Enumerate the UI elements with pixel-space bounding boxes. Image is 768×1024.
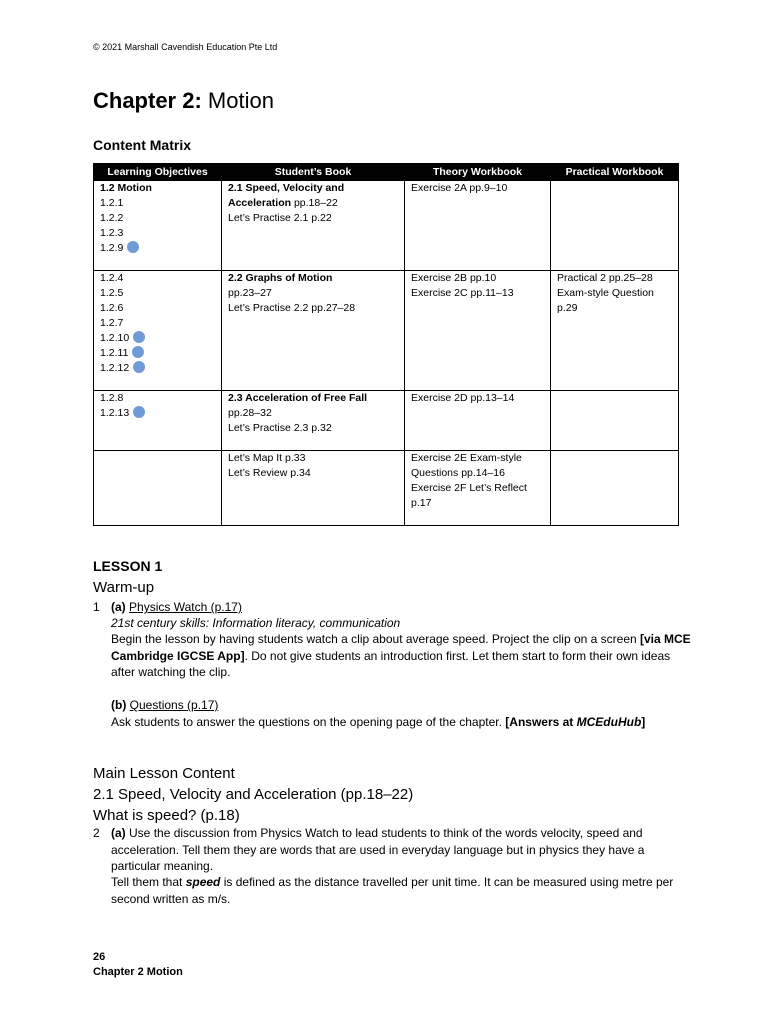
text-bold-italic-segment: MCEduHub (576, 715, 642, 729)
physics-watch-link[interactable]: Physics Watch (p.17) (129, 600, 242, 614)
table-row (94, 451, 679, 526)
cell-theory-workbook (405, 181, 551, 271)
cell-practical-workbook (551, 451, 679, 526)
objective-code: 1.2.12 (100, 362, 130, 374)
book-reference (228, 271, 398, 286)
skills-line: 21st century skills: Information literacy, communication (111, 616, 401, 630)
book-reference (228, 211, 398, 226)
book-pages: Let’s Practise 2.1 p.22 (228, 212, 332, 224)
book-reference (228, 406, 398, 421)
text-segment: is defined as the distance travelled per unit time. It can be measured using metre per second written as m/s. (111, 875, 674, 906)
chapter-title (93, 88, 274, 114)
objective-code: 1.2.1 (100, 197, 124, 209)
text-bold-segment: [Answers at (505, 715, 577, 729)
table-row (94, 271, 679, 391)
objective-item (100, 406, 215, 421)
circle-marker-icon (133, 406, 145, 418)
theory-entry: Exercise 2F Let’s Reflect (411, 482, 527, 494)
page-number: 26 (93, 951, 106, 963)
chapter-label: Chapter 2: (93, 88, 202, 113)
content-matrix-table (93, 163, 679, 526)
item1-b-text (111, 714, 691, 731)
objective-code: 1.2.10 (100, 332, 130, 344)
objective-item (100, 316, 215, 331)
item-label: (a) (111, 600, 126, 614)
book-pages: Let’s Practise 2.2 pp.27–28 (228, 302, 356, 314)
book-reference (228, 286, 398, 301)
text-bold-segment: ] (641, 715, 646, 729)
theory-entry: Exercise 2A pp.9–10 (411, 182, 508, 194)
theory-entry: p.17 (411, 497, 432, 509)
theory-entry: Exercise 2C pp.11–13 (411, 287, 514, 299)
header-theory-workbook: Theory Workbook (405, 164, 551, 181)
text-bold-segment: [via MCE Cambridge IGCSE App] (111, 632, 691, 663)
header-learning-objectives: Learning Objectives (94, 164, 222, 181)
cell-learning-objectives (94, 271, 222, 391)
item1-a (111, 599, 691, 616)
book-reference (228, 451, 398, 466)
book-section-title: Acceleration (228, 197, 292, 209)
cell-practical-workbook (551, 271, 679, 391)
book-pages: pp.18–22 (291, 197, 338, 209)
cell-practical-workbook (551, 391, 679, 451)
cell-learning-objectives (94, 391, 222, 451)
theory-entry: Questions pp.14–16 (411, 467, 505, 479)
table-header-row (94, 164, 679, 181)
objective-code: 1.2.4 (100, 272, 124, 284)
book-section-title: 2.2 Graphs of Motion (228, 272, 333, 284)
objective-code: 1.2.5 (100, 287, 124, 299)
practical-entry: p.29 (557, 302, 578, 314)
book-reference (228, 301, 398, 316)
objective-item (100, 241, 215, 256)
table-row (94, 391, 679, 451)
header-practical-workbook: Practical Workbook (551, 164, 679, 181)
book-section-title: 2.3 Acceleration of Free Fall (228, 392, 368, 404)
book-pages: pp.23–27 (228, 287, 272, 299)
cell-learning-objectives (94, 181, 222, 271)
book-reference (228, 196, 398, 211)
chapter-name: Motion (207, 88, 274, 113)
book-reference (228, 181, 398, 196)
theory-entry: Exercise 2B pp.10 (411, 272, 497, 284)
objective-code: 1.2.13 (100, 407, 130, 419)
objective-item (100, 181, 215, 196)
theory-entry: Exercise 2E Exam-style (411, 452, 522, 464)
cell-students-book (222, 271, 405, 391)
footer-chapter: Chapter 2 Motion (93, 966, 183, 978)
objective-item (100, 196, 215, 211)
cell-students-book (222, 391, 405, 451)
text-segment: Ask students to answer the questions on the opening page of the chapter. (111, 715, 506, 729)
book-pages: Let’s Practise 2.3 p.32 (228, 422, 332, 434)
content-matrix-heading: Content Matrix (93, 137, 191, 153)
book-reference (228, 391, 398, 406)
circle-marker-icon (127, 241, 139, 253)
header-students-book: Student’s Book (222, 164, 405, 181)
term-speed: speed (185, 875, 221, 889)
cell-students-book (222, 181, 405, 271)
questions-link[interactable]: Questions (p.17) (129, 698, 219, 712)
item-number: 1 (93, 600, 100, 614)
book-pages: Let’s Map It p.33 (228, 452, 306, 464)
item2-a-text (111, 825, 691, 875)
objective-code: 1.2.6 (100, 302, 124, 314)
practical-entry: Exam-style Question (557, 287, 654, 299)
cell-students-book (222, 451, 405, 526)
book-reference (228, 466, 398, 481)
theory-entry: Exercise 2D pp.13–14 (411, 392, 515, 404)
circle-marker-icon (133, 331, 145, 343)
item-label: (a) (111, 826, 126, 840)
warmup-heading: Warm-up (93, 579, 155, 596)
objective-item (100, 331, 215, 346)
main-lesson-content-heading: Main Lesson Content (93, 765, 235, 782)
text-segment: . Do not give students an introduction first. Let them start to form their own ideas after watching the clip. (111, 648, 671, 679)
item-number: 2 (93, 826, 100, 840)
objective-item (100, 286, 215, 301)
cell-theory-workbook (405, 451, 551, 526)
book-pages: Let’s Review p.34 (228, 467, 311, 479)
item1-b (111, 697, 691, 714)
objective-item (100, 301, 215, 316)
objective-code: 1.2 Motion (100, 182, 152, 194)
book-section-title: 2.1 Speed, Velocity and (228, 182, 345, 194)
objective-code: 1.2.7 (100, 317, 124, 329)
subsection-heading: What is speed? (p.18) (93, 807, 240, 824)
objective-item (100, 391, 215, 406)
objective-item (100, 361, 215, 376)
item1-a-text (111, 631, 691, 681)
objective-item (100, 271, 215, 286)
book-reference (228, 421, 398, 436)
section-heading: 2.1 Speed, Velocity and Acceleration (pp.18–22) (93, 786, 414, 803)
practical-entry: Practical 2 pp.25–28 (557, 272, 653, 284)
item2-a-text2 (111, 874, 691, 907)
item-label: (b) (111, 698, 127, 712)
circle-marker-icon (132, 346, 144, 358)
objective-code: 1.2.3 (100, 227, 124, 239)
copyright-notice: © 2021 Marshall Cavendish Education Pte Ltd (93, 42, 278, 52)
text-segment: Use the discussion from Physics Watch to lead students to think of the words velocity, speed and acceleration. Tell them they are words that are used in everyday language but in physics they have a particular meaning. (111, 826, 645, 873)
objective-item (100, 346, 215, 361)
objective-item (100, 226, 215, 241)
objective-code: 1.2.11 (100, 347, 129, 359)
cell-theory-workbook (405, 271, 551, 391)
lesson-title: LESSON 1 (93, 558, 163, 574)
objective-code: 1.2.2 (100, 212, 124, 224)
text-segment: Begin the lesson by having students watch a clip about average speed. Project the clip on a screen (111, 632, 640, 646)
objective-item (100, 211, 215, 226)
book-pages: pp.28–32 (228, 407, 272, 419)
cell-practical-workbook (551, 181, 679, 271)
cell-theory-workbook (405, 391, 551, 451)
cell-learning-objectives (94, 451, 222, 526)
objective-code: 1.2.9 (100, 242, 124, 254)
circle-marker-icon (133, 361, 145, 373)
text-segment: Tell them that (111, 875, 186, 889)
table-row (94, 181, 679, 271)
objective-code: 1.2.8 (100, 392, 124, 404)
